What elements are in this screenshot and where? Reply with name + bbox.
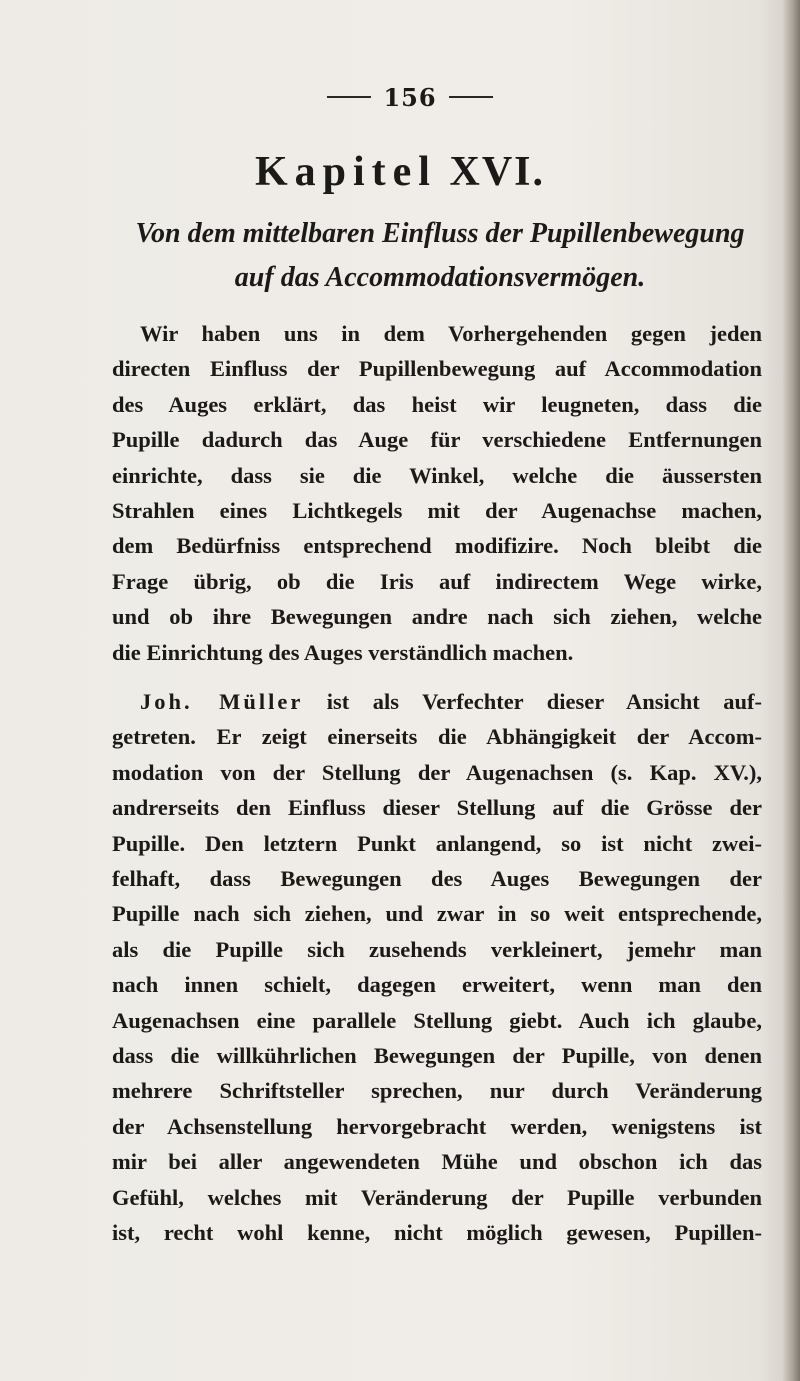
text-line: des Auges erklärt, das heist wir leugneten, dass die — [112, 391, 762, 417]
text-line: Strahlen eines Lichtkegels mit der Augenachse machen, — [112, 498, 762, 524]
chapter-heading — [0, 148, 800, 196]
paragraph-2 — [112, 684, 762, 1251]
text-line: dem Bedürfniss entsprechend modifizire. Noch bleibt die — [112, 533, 762, 559]
text-line: andrerseits den Einfluss dieser Stellung auf die Grösse der — [112, 795, 762, 821]
text-line: und ob ihre Bewegungen andre nach sich ziehen, welche — [112, 604, 762, 630]
header-rule-right — [449, 96, 493, 98]
text-line: Pupille. Den letztern Punkt anlangend, so ist nicht zwei- — [112, 830, 762, 856]
paragraph-1 — [112, 316, 762, 670]
chapter-number: XVI. — [449, 149, 545, 195]
text-line: einrichte, dass sie die Winkel, welche die äussersten — [112, 462, 762, 488]
chapter-subtitle — [110, 212, 770, 300]
text-line: Augenachsen eine parallele Stellung giebt. Auch ich glaube, — [112, 1007, 762, 1033]
text-line: ist, recht wohl kenne, nicht möglich gewesen, Pupillen- — [112, 1220, 762, 1246]
text-line: Pupille dadurch das Auge für verschiedene Entfernungen — [112, 427, 762, 453]
text-line: der Achsenstellung hervorgebracht werden, wenigstens ist — [112, 1113, 762, 1139]
text-line: Pupille nach sich ziehen, und zwar in so weit entsprechende, — [112, 901, 762, 927]
text-line: modation von der Stellung der Augenachsen (s. Kap. XV.), — [112, 759, 762, 785]
first-line-rest: ist als Verfechter dieser Ansicht auf- — [326, 689, 762, 714]
text-line: dass die willkührlichen Bewegungen der Pupille, von denen — [112, 1043, 762, 1069]
subtitle-line-1: Von dem mittelbaren Einfluss der Pupillenbewegung — [135, 218, 745, 249]
text-line: mir bei aller angewendeten Mühe und obschon ich das — [112, 1149, 762, 1175]
subtitle-line-2: auf das Accommodationsvermögen. — [234, 262, 646, 293]
page-number: 156 — [383, 82, 437, 112]
chapter-label: Kapitel — [254, 149, 437, 195]
text-line: als die Pupille sich zusehends verkleinert, jemehr man — [112, 936, 762, 962]
text-line: mehrere Schriftsteller sprechen, nur durch Veränderung — [112, 1078, 762, 1104]
text-line: die Einrichtung des Auges verständlich machen. — [112, 639, 574, 665]
text-line: felhaft, dass Bewegungen des Auges Bewegungen der — [112, 866, 762, 892]
page-header — [300, 82, 520, 112]
page-edge-shadow — [782, 0, 800, 1381]
text-line: Frage übrig, ob die Iris auf indirectem Wege wirke, — [112, 568, 762, 594]
text-line: Gefühl, welches mit Veränderung der Pupille verbunden — [112, 1184, 762, 1210]
text-line — [112, 684, 762, 719]
author-name: Joh. Müller — [140, 689, 304, 714]
text-line: directen Einfluss der Pupillenbewegung auf Accommodation — [112, 356, 762, 382]
text-line: nach innen schielt, dagegen erweitert, wenn man den — [112, 972, 762, 998]
header-rule-left — [327, 96, 371, 98]
text-line: getreten. Er zeigt einerseits die Abhängigkeit der Accom- — [112, 724, 762, 750]
text-line: Wir haben uns in dem Vorhergehenden gegen jeden — [140, 321, 762, 346]
